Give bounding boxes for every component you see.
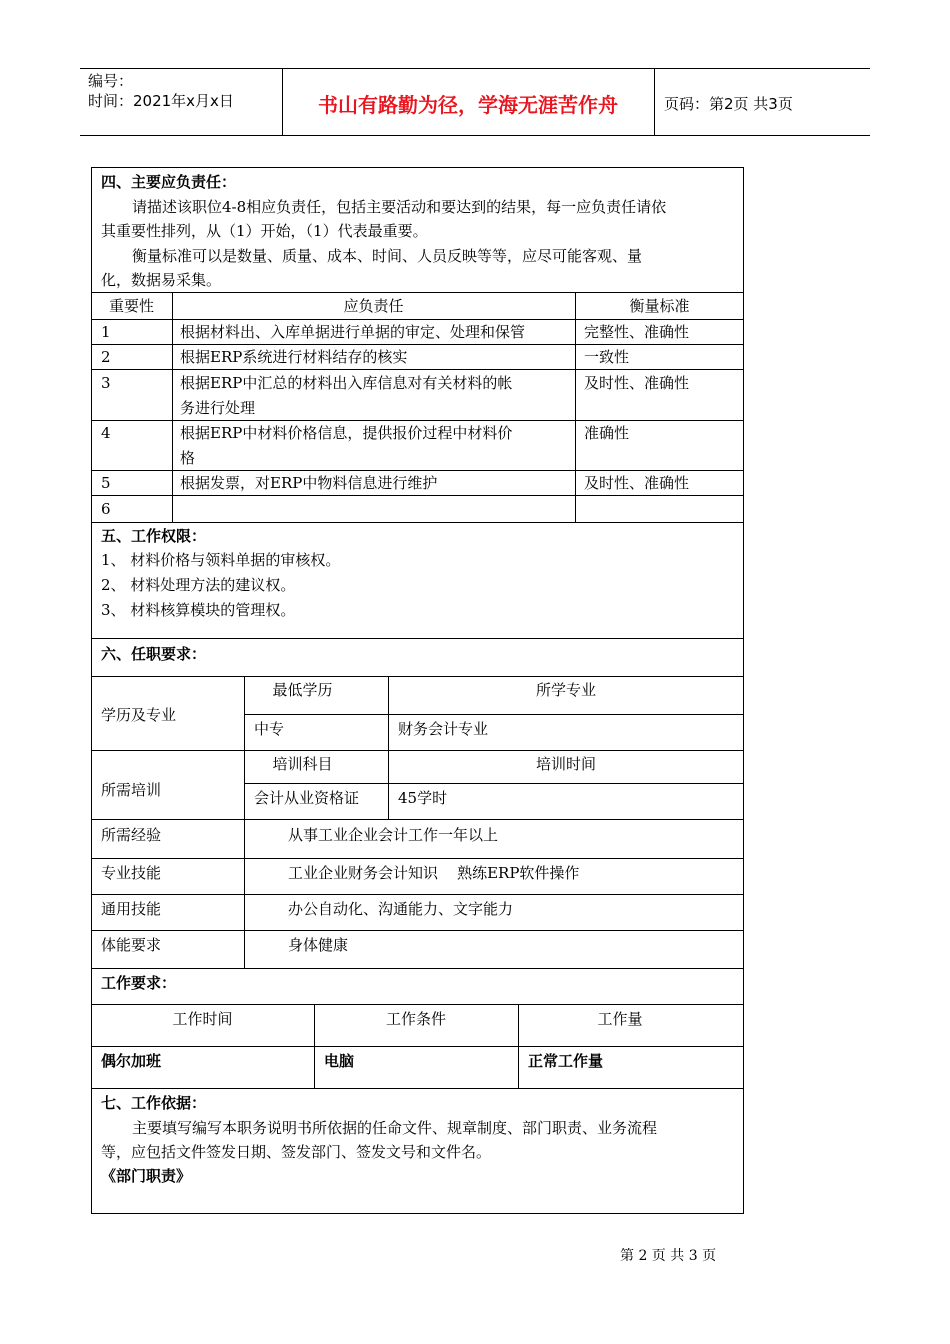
- train-label: 所需培训: [101, 781, 162, 799]
- work-req-title: 工作要求：: [101, 974, 177, 992]
- duty-row-1-duty: 根据材料出、入库单据进行单据的审定、处理和保管: [180, 323, 526, 341]
- rule: [244, 783, 744, 784]
- train-subject-value: 会计从业资格证: [254, 789, 360, 807]
- section5-title: 五、工作权限：: [101, 527, 207, 545]
- train-col-hours: 培训时间: [535, 755, 596, 773]
- rule: [91, 894, 744, 895]
- duty-row-4-duty-line2: 格: [180, 449, 196, 467]
- rule: [91, 819, 744, 820]
- work-req-col-condition: 工作条件: [385, 1010, 446, 1028]
- rule: [244, 714, 744, 715]
- section7-desc-line1: 主要填写编写本职务说明书所依据的任命文件、规章制度、部门职责、业务流程: [132, 1119, 658, 1137]
- section4-desc1-line2: 其重要性排列，从（1）开始，（1）代表最重要。: [101, 222, 428, 240]
- header-top-rule: [80, 68, 870, 69]
- duty-row-3-no: 3: [101, 374, 111, 392]
- col-header-measure: 衡量标准: [629, 297, 690, 315]
- duty-row-4-duty-line1: 根据ERP中材料价格信息，提供报价过程中材料价: [180, 424, 513, 442]
- section5-item-1: 1、 材料价格与领料单据的审核权。: [101, 551, 341, 569]
- header-number: 编号：: [88, 72, 134, 90]
- section6-title: 六、任职要求：: [101, 645, 207, 663]
- duty-row-5-no: 5: [101, 474, 111, 492]
- general-skill-value: 办公自动化、沟通能力、文字能力: [288, 900, 514, 918]
- physical-value: 身体健康: [288, 936, 349, 954]
- rule: [91, 968, 744, 969]
- rule: [91, 858, 744, 859]
- duty-row-2-duty: 根据ERP系统进行材料结存的核实: [180, 348, 408, 366]
- duty-row-3-duty-line2: 务进行处理: [180, 399, 256, 417]
- header-page: 页码：第2页 共3页: [664, 95, 793, 113]
- duty-row-3-measure: 及时性、准确性: [584, 374, 690, 392]
- duty-row-6-no: 6: [101, 500, 111, 518]
- section4-desc1-line1: 请描述该职位4-8相应负责任，包括主要活动和要达到的结果，每一应负责任请依: [132, 198, 667, 216]
- duty-row-1-measure: 完整性、准确性: [584, 323, 690, 341]
- work-req-workload-value: 正常工作量: [528, 1052, 604, 1070]
- header-motto: 书山有路勤为径，学海无涯苦作舟: [318, 93, 618, 117]
- rule: [91, 638, 744, 639]
- work-req-col-time: 工作时间: [172, 1010, 233, 1028]
- header-bottom-rule: [80, 135, 870, 136]
- section4-desc2-line1: 衡量标准可以是数量、质量、成本、时间、人员反映等等，应尽可能客观、量: [132, 247, 643, 265]
- work-req-col-workload: 工作量: [597, 1010, 643, 1028]
- duty-row-5-measure: 及时性、准确性: [584, 474, 690, 492]
- rule: [91, 1046, 744, 1047]
- skill-label: 专业技能: [101, 864, 162, 882]
- work-req-time-value: 偶尔加班: [101, 1052, 162, 1070]
- page-footer: 第 2 页 共 3 页: [620, 1248, 717, 1264]
- work-req-condition-value: 电脑: [324, 1052, 355, 1070]
- section7-title: 七、工作依据：: [101, 1094, 207, 1112]
- col-header-duty: 应负责任: [343, 297, 404, 315]
- duty-row-4-measure: 准确性: [584, 424, 630, 442]
- general-skill-label: 通用技能: [101, 900, 162, 918]
- section5-item-2: 2、 材料处理方法的建议权。: [101, 576, 296, 594]
- exp-label: 所需经验: [101, 826, 162, 844]
- rule: [91, 1088, 744, 1089]
- rule: [91, 369, 744, 370]
- duty-row-3-duty-line1: 根据ERP中汇总的材料出入库信息对有关材料的帐: [180, 374, 513, 392]
- edu-major-value: 财务会计专业: [398, 720, 489, 738]
- header-divider-2: [654, 68, 655, 136]
- rule: [91, 292, 744, 293]
- rule: [244, 676, 245, 968]
- col-header-importance: 重要性: [108, 297, 154, 315]
- edu-col-major: 所学专业: [535, 681, 596, 699]
- train-col-subject: 培训科目: [272, 755, 333, 773]
- rule: [91, 676, 744, 677]
- duty-row-4-no: 4: [101, 424, 111, 442]
- duty-row-2-measure: 一致性: [584, 348, 630, 366]
- rule: [575, 292, 576, 522]
- section4-title: 四、主要应负责任：: [101, 173, 237, 191]
- duty-row-5-duty: 根据发票，对ERP中物料信息进行维护: [180, 474, 438, 492]
- rule: [172, 292, 173, 522]
- rule: [91, 930, 744, 931]
- skill-value: 工业企业财务会计知识 熟练ERP软件操作: [288, 864, 580, 882]
- section7-doc: 《部门职责》: [101, 1167, 192, 1185]
- rule: [91, 750, 744, 751]
- rule: [91, 1004, 744, 1005]
- rule: [91, 522, 744, 523]
- edu-label: 学历及专业: [101, 706, 177, 724]
- section4-desc2-line2: 化，数据易采集。: [101, 271, 222, 289]
- section5-item-3: 3、 材料核算模块的管理权。: [101, 601, 296, 619]
- edu-col-min-degree: 最低学历: [272, 681, 333, 699]
- duty-row-1-no: 1: [101, 323, 111, 341]
- physical-label: 体能要求: [101, 936, 162, 954]
- duty-row-2-no: 2: [101, 348, 111, 366]
- exp-value: 从事工业企业会计工作一年以上: [288, 826, 499, 844]
- section7-desc-line2: 等，应包括文件签发日期、签发部门、签发文号和文件名。: [101, 1143, 492, 1161]
- rule: [91, 495, 744, 496]
- edu-min-degree-value: 中专: [254, 720, 285, 738]
- train-hours-value: 45学时: [398, 789, 448, 807]
- header-time: 时间：2021年x月x日: [88, 92, 234, 110]
